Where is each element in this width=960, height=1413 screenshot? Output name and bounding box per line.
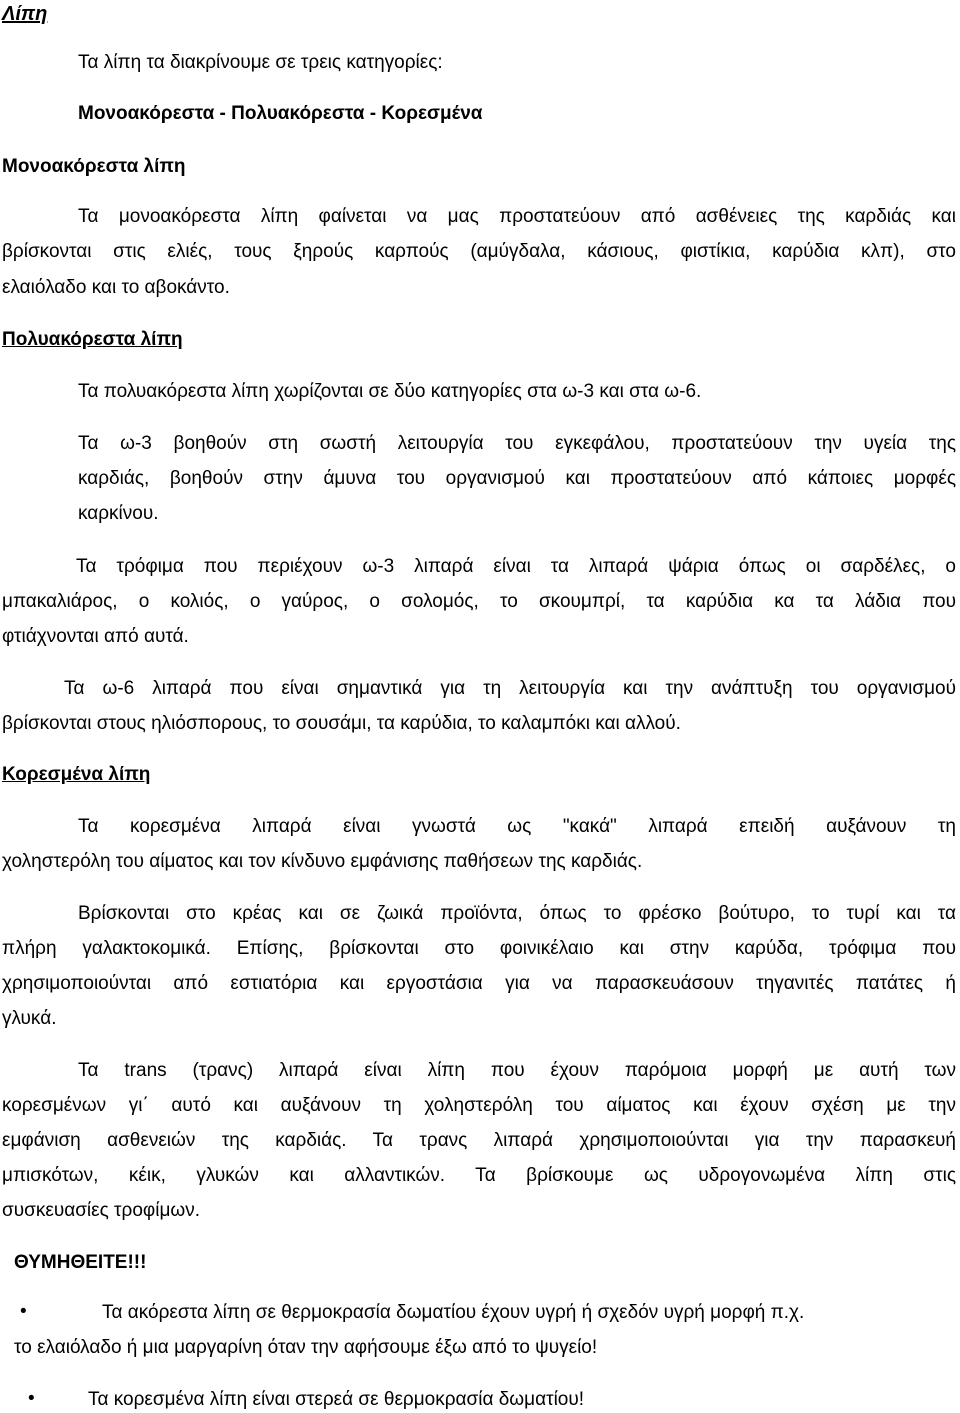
sat-p2-line: χρησιμοποιούνται από εστιατόρια και εργοστάσια για να παρασκευάσουν τηγανιτές πατάτες ή [2, 973, 956, 994]
poly-p4-line: Τα ω-6 λιπαρά που είναι σημαντικά για τη λειτουργία και την ανάπτυξη του οργανισμού [64, 678, 956, 699]
sat-p3-line: μπισκότων, κέικ, γλυκών και αλλαντικών. Τα βρίσκουμε ως υδρογονωμένα λίπη στις [2, 1165, 956, 1186]
sat-p3-line: συσκευασίες τροφίμων. [2, 1200, 201, 1221]
sat-p2-line: Βρίσκονται στο κρέας και σε ζωικά προϊόντα, όπως το φρέσκο βούτυρο, το τυρί και τα [78, 903, 956, 924]
poly-paragraph-1: Τα πολυακόρεστα λίπη χωρίζονται σε δύο κατηγορίες στα ω-3 και στα ω-6. [78, 381, 702, 402]
poly-heading: Πολυακόρεστα λίπη [2, 329, 183, 350]
categories-line: Μονοακόρεστα - Πολυακόρεστα - Κορεσμένα [78, 103, 483, 124]
poly-p4-line: βρίσκονται στους ηλιόσπορους, το σουσάμι, τα καρύδια, το καλαμπόκι και αλλού. [2, 713, 681, 734]
bullet-icon: • [20, 1301, 27, 1322]
sat-p1-line: χοληστερόλη του αίματος και τον κίνδυνο εμφάνισης παθήσεων της καρδιάς. [2, 851, 643, 872]
mono-line: ελαιόλαδο και το αβοκάντο. [2, 277, 230, 298]
poly-p3-line: μπακαλιάρος, ο κολιός, ο γαύρος, ο σολομός, το σκουμπρί, τα καρύδια κα τα λάδια που [2, 591, 956, 612]
sat-p2-line: γλυκά. [2, 1008, 57, 1029]
poly-p2-line: Τα ω-3 βοηθούν στη σωστή λειτουργία του εγκεφάλου, προστατεύουν την υγεία της [78, 433, 956, 454]
intro-text: Τα λίπη τα διακρίνουμε σε τρεις κατηγορίες: [78, 52, 443, 73]
page-title: Λίπη [2, 3, 48, 25]
mono-line: Τα μονοακόρεστα λίπη φαίνεται να μας προστατεύουν από ασθένειες της καρδιάς και [78, 206, 956, 227]
sat-p3-line: εμφάνιση ασθενειών της καρδιάς. Τα τρανς λιπαρά χρησιμοποιούνται για την παρασκευή [2, 1130, 956, 1151]
poly-p3-line: φτιάχνονται από αυτά. [2, 626, 189, 647]
mono-line: βρίσκονται στις ελιές, τους ξηρούς καρπούς (αμύγδαλα, κάσιους, φιστίκια, καρύδια κλπ), στο [2, 241, 956, 262]
poly-p2-line: καρκίνου. [78, 503, 159, 524]
sat-p2-line: πλήρη γαλακτοκομικά. Επίσης, βρίσκονται στο φοινικέλαιο και στην καρύδα, τρόφιμα που [2, 938, 956, 959]
bullet-item-line: Τα ακόρεστα λίπη σε θερμοκρασία δωματίου έχουν υγρή ή σχεδόν υγρή μορφή π.χ. [102, 1302, 805, 1323]
sat-p3-line: Τα trans (τρανς) λιπαρά είναι λίπη που έχουν παρόμοια μορφή με αυτή των [78, 1060, 956, 1081]
sat-p3-line: κορεσμένων γι΄ αυτό και αυξάνουν τη χοληστερόλη του αίματος και έχουν σχέση με την [2, 1095, 956, 1116]
bullet-icon: • [28, 1388, 35, 1409]
bullet-item-line: Τα κορεσμένα λίπη είναι στερεά σε θερμοκρασία δωματίου! [88, 1389, 585, 1410]
sat-p1-line: Τα κορεσμένα λιπαρά είναι γνωστά ως "κακά" λιπαρά επειδή αυξάνουν τη [78, 816, 956, 837]
sat-heading: Κορεσμένα λίπη [2, 764, 151, 785]
bullet-item-line: το ελαιόλαδο ή μια μαργαρίνη όταν την αφήσουμε έξω από το ψυγείο! [14, 1337, 598, 1358]
poly-p3-line: Τα τρόφιμα που περιέχουν ω-3 λιπαρά είναι τα λιπαρά ψάρια όπως οι σαρδέλες, ο [76, 556, 956, 577]
poly-p2-line: καρδιάς, βοηθούν στην άμυνα του οργανισμού και προστατεύουν από κάποιες μορφές [78, 468, 956, 489]
remember-heading: ΘΥΜΗΘΕΙΤΕ!!! [14, 1252, 147, 1273]
mono-heading: Μονοακόρεστα λίπη [2, 156, 186, 177]
